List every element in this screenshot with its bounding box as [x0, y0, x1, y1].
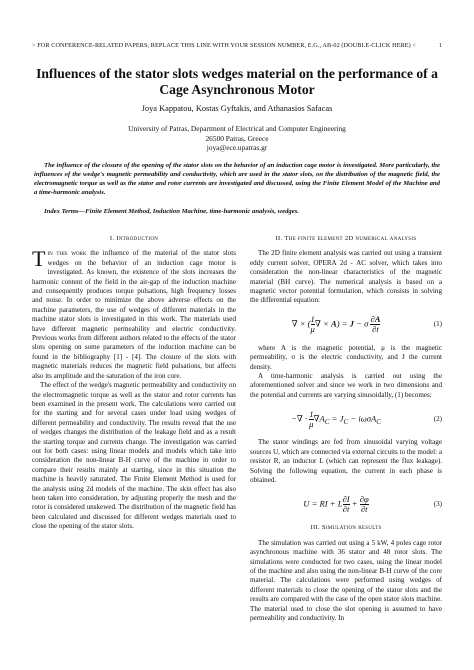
index-terms [34, 207, 440, 216]
affiliation-department: University of Patras, Department of Electrical and Computer Engineering [128, 124, 346, 133]
equation-2-expression: −∇ · $\frac{1}{\mu}$ $\nabla A_C = J_C - i\omega\sigma A_C$ [290, 408, 382, 429]
equation-2-number: (2) [433, 414, 442, 423]
fem-paragraph-3: A time-harmonic analysis is carried out using the aforementioned solver and since we work in two dimensions and the potential and currents are varying sinusoidally, (1) becomes: [250, 372, 442, 399]
paper-title: Influences of the stator slots wedges material on the performance of a Cage Asynchronous Motor [36, 66, 438, 97]
fem-paragraph-1: The 2D finite element analysis was carried out using a transient eddy current solver, OPERA 2d - AC solver, which takes into consideration the non-linear characteristics of the magnetic material (BH curve). The numerical analysis is based on a magnetic vector potential formulation, which consists in solving the differential equation: [250, 249, 442, 305]
abstract: The influence of the closure of the opening of the stator slots on the behavior of an induction cage motor is investigated. More particularly, the influences of the wedge's magnetic permeability and conductivity, which are used in the stator slots, on the distribution of the magnetic field, the electromagnetic torque as well as the stator and rotor currents are investigated and discussed, using the Finite Element Model of the Machine and a time-harmonic analysis. [34, 162, 440, 196]
page-number: 1 [438, 42, 442, 49]
equation-3-number: (3) [433, 499, 442, 508]
running-header [32, 42, 442, 49]
affiliation-address: 26500 Patras, Greece [205, 133, 269, 143]
results-paragraph-1: The simulation was carried out using a 5 kW, 4 poles cage rotor asynchronous machine with 36 stator and 48 rotor slots. The simulations were conducted for two cases, using the linear model of the machine and also using the non-linear B-H curve of the core material. The calculations were performed using wedges of different materials to close the opening of the stator slots and the results are compared with the case of the open stator slots machine. The material used to close the slot opening is assumed to have permeability and conductivity. In [250, 538, 442, 622]
index-terms-label: Index Terms [44, 208, 79, 215]
header-notice: > FOR CONFERENCE-RELATED PAPERS, REPLACE THIS LINE WITH YOUR SESSION NUMBER, E.G., AB-02 (DOUBLE-CLICK HERE) < [32, 42, 417, 49]
section-heading-introduction: I. Introduction [109, 235, 159, 242]
index-terms-text: —Finite Element Method, Induction Machine, time-harmonic analysis, wedges. [78, 208, 300, 215]
section-heading-fem-analysis: II. The finite element 2D numerical analysis [275, 235, 417, 242]
affiliation [30, 124, 444, 153]
fem-paragraph-4: The stator windings are fed from sinusoidal varying voltage sources U, which are connected via external circuits to the model: a resistor R, an inductor L (which can represent the flux leakage). Solving the following equation, the current in each phase is obtained. [250, 438, 442, 484]
right-column [250, 234, 442, 623]
fem-paragraph-2: where A is the magnetic potential, μ is the magnetic permeability, σ is the electric conductivity, and J the current density. [250, 343, 442, 371]
intro-paragraph-1 [32, 246, 236, 381]
equation-3 [250, 489, 442, 519]
equation-1 [250, 310, 442, 340]
equation-3-expression: U = RI + L $\frac{\partial I}{\partial t}$ + $\frac{\partial\varphi}{\partial t}$ [303, 493, 369, 514]
equation-1-number: (1) [433, 320, 442, 329]
equation-1-expression: ∇ × ( $\frac{1}{\mu}$ ∇ × A) = J − σ $\frac{\partial A}{\partial t}$ [291, 314, 381, 335]
author-email: joya@ece.upatras.gr [206, 143, 268, 153]
intro-paragraph-1-text: the influence of the material of the stator slots wedges on the behavior of an induction cage motor is investigated. As known, the existence of the slots increases the harmonic content of the field in the air-gap of the induction machine and consequently produces torque pulsations, high frequency losses and noise. In order to minimize the above adverse effects on the machine parameters, the use of wedges of different materials in the machine stator slots is investigated in this work. The materials used have different magnetic permeability and electric conductivity. Previous works from different authors related to the effects of the stator slots opening on some parameters of the induction machine can be found in the bibliography [1] - [4]. The closure of the slots with magnetic materials reduces the magnetic field pulsations, but affects also its amplitude and the saturation of the iron core. [32, 249, 236, 380]
equation-2 [250, 404, 442, 434]
author-list: Joya Kappatou, Kostas Gyftakis, and Athanasios Safacas [141, 104, 333, 113]
intro-paragraph-2: The effect of the wedge's magnetic permeability and conductivity on the electromagnetic torque as well as the stator and rotor currents has been examined in the present work. The calculations were carried out for the starting and for several cases under load using wedges of different permeability and conductivity. The results reveal that the use of wedges changes the distribution of the leakage field and as a result the starting torque and currents change. The investigation was carried out for both cases: using linear models and models which take into consideration the non-linear B-H curve of the machine in order to compare their results mainly at starting, since in this situation the machine is heavily saturated. The Finite Element Method is used for the analysis using 2d models of the machine. The skin effect has also been taken into consideration, by adjusting properly the mesh and the rotor is considered unskewed. The distribution of the magnetic field has been calculated and discussed for different wedges materials used to close the opening of the stator slots. [32, 381, 236, 531]
intro-lead-words: in this work [47, 249, 87, 258]
drop-cap: T [32, 246, 46, 272]
section-heading-simulation-results: III. Simulation results [310, 524, 382, 532]
left-column [32, 234, 236, 532]
